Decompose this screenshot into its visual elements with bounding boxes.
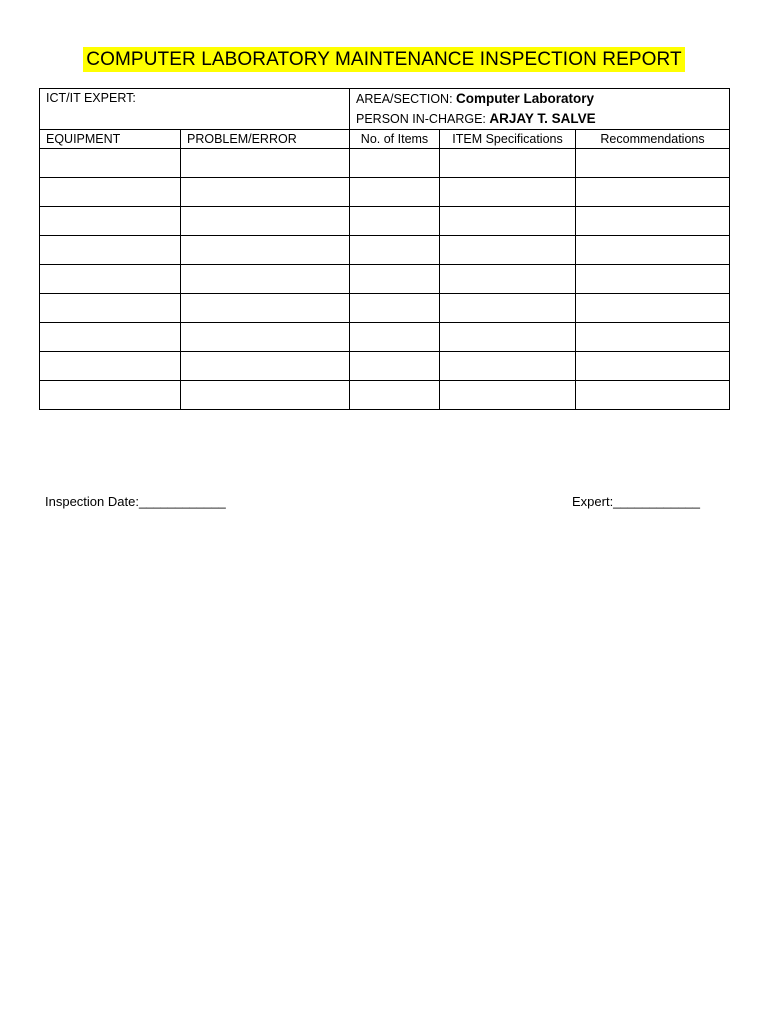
- area-person-cell: [350, 89, 730, 130]
- table-row: [40, 149, 730, 178]
- no-of-items-cell[interactable]: [350, 178, 440, 207]
- area-label: AREA/SECTION:: [356, 92, 457, 106]
- info-row: [40, 89, 730, 130]
- problem-cell[interactable]: [181, 323, 350, 352]
- person-label: PERSON IN-CHARGE:: [356, 112, 490, 126]
- column-header-equipment: EQUIPMENT: [40, 130, 181, 149]
- table-row: [40, 294, 730, 323]
- table-row: [40, 381, 730, 410]
- area-line: [356, 89, 723, 109]
- table-row: [40, 323, 730, 352]
- equipment-cell[interactable]: [40, 207, 181, 236]
- table-header-row: [40, 130, 730, 149]
- item-specifications-cell[interactable]: [440, 323, 576, 352]
- problem-cell[interactable]: [181, 236, 350, 265]
- no-of-items-cell[interactable]: [350, 207, 440, 236]
- recommendations-cell[interactable]: [576, 352, 730, 381]
- equipment-cell[interactable]: [40, 294, 181, 323]
- no-of-items-cell[interactable]: [350, 265, 440, 294]
- item-specifications-cell[interactable]: [440, 207, 576, 236]
- equipment-cell[interactable]: [40, 178, 181, 207]
- table-row: [40, 236, 730, 265]
- equipment-cell[interactable]: [40, 381, 181, 410]
- report-title: COMPUTER LABORATORY MAINTENANCE INSPECTION REPORT: [83, 47, 684, 72]
- no-of-items-cell[interactable]: [350, 236, 440, 265]
- equipment-cell[interactable]: [40, 149, 181, 178]
- person-value: ARJAY T. SALVE: [489, 111, 596, 126]
- problem-cell[interactable]: [181, 149, 350, 178]
- equipment-cell[interactable]: [40, 265, 181, 294]
- problem-cell[interactable]: [181, 265, 350, 294]
- recommendations-cell[interactable]: [576, 265, 730, 294]
- problem-cell[interactable]: [181, 178, 350, 207]
- no-of-items-cell[interactable]: [350, 294, 440, 323]
- problem-cell[interactable]: [181, 352, 350, 381]
- column-header-problem: PROBLEM/ERROR: [181, 130, 350, 149]
- no-of-items-cell[interactable]: [350, 149, 440, 178]
- item-specifications-cell[interactable]: [440, 236, 576, 265]
- inspection-table: [39, 88, 730, 410]
- table-row: [40, 178, 730, 207]
- recommendations-cell[interactable]: [576, 236, 730, 265]
- no-of-items-cell[interactable]: [350, 323, 440, 352]
- expert-label: ICT/IT EXPERT:: [46, 91, 136, 105]
- recommendations-cell[interactable]: [576, 381, 730, 410]
- recommendations-cell[interactable]: [576, 178, 730, 207]
- title-container: [0, 47, 768, 72]
- column-header-no-of-items: No. of Items: [350, 130, 440, 149]
- no-of-items-cell[interactable]: [350, 352, 440, 381]
- table-row: [40, 352, 730, 381]
- equipment-cell[interactable]: [40, 236, 181, 265]
- table-row: [40, 207, 730, 236]
- column-header-item-specifications: ITEM Specifications: [440, 130, 576, 149]
- inspection-date-field[interactable]: Inspection Date:____________: [45, 494, 226, 509]
- person-line: [356, 109, 723, 129]
- item-specifications-cell[interactable]: [440, 294, 576, 323]
- item-specifications-cell[interactable]: [440, 381, 576, 410]
- recommendations-cell[interactable]: [576, 323, 730, 352]
- equipment-cell[interactable]: [40, 323, 181, 352]
- equipment-cell[interactable]: [40, 352, 181, 381]
- column-header-recommendations: Recommendations: [576, 130, 730, 149]
- expert-signature-field[interactable]: Expert:____________: [572, 494, 700, 509]
- expert-cell[interactable]: [40, 89, 350, 130]
- recommendations-cell[interactable]: [576, 207, 730, 236]
- problem-cell[interactable]: [181, 381, 350, 410]
- recommendations-cell[interactable]: [576, 294, 730, 323]
- item-specifications-cell[interactable]: [440, 352, 576, 381]
- table-row: [40, 265, 730, 294]
- item-specifications-cell[interactable]: [440, 178, 576, 207]
- no-of-items-cell[interactable]: [350, 381, 440, 410]
- item-specifications-cell[interactable]: [440, 149, 576, 178]
- item-specifications-cell[interactable]: [440, 265, 576, 294]
- recommendations-cell[interactable]: [576, 149, 730, 178]
- problem-cell[interactable]: [181, 294, 350, 323]
- area-value: Computer Laboratory: [456, 91, 595, 106]
- problem-cell[interactable]: [181, 207, 350, 236]
